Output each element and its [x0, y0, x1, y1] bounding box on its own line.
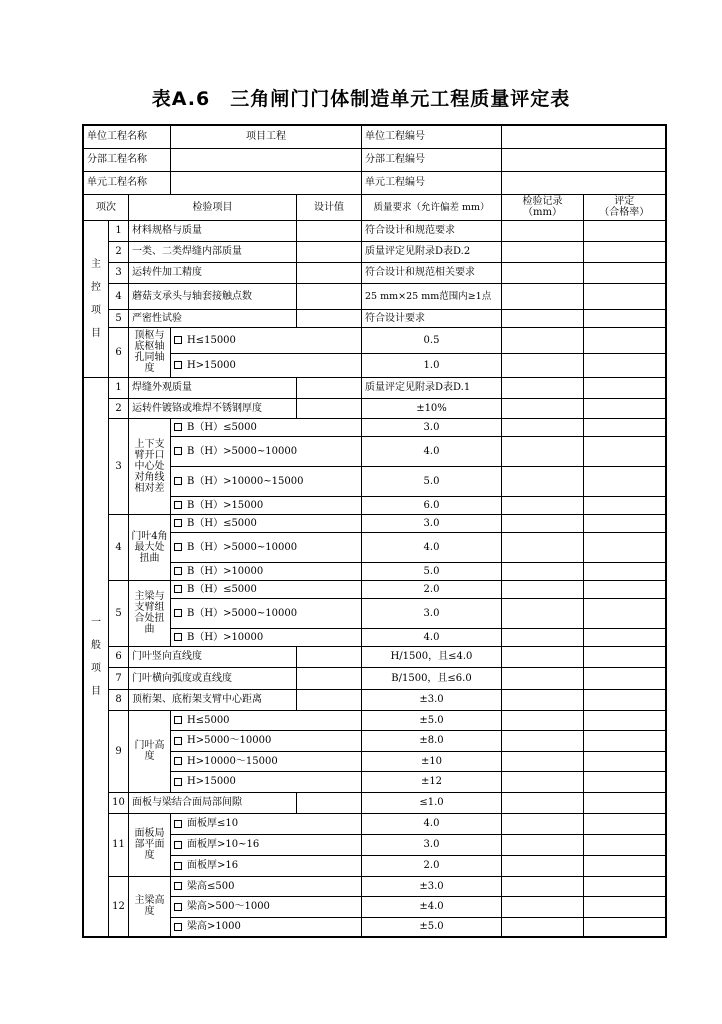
table-row: [83, 667, 666, 689]
info-label: 分部工程名称: [83, 148, 171, 171]
eval-cell[interactable]: [584, 628, 666, 646]
design-cell[interactable]: [297, 398, 362, 418]
item-requirement: ±8.0: [362, 730, 502, 751]
record-cell[interactable]: [502, 309, 584, 327]
table-row: [83, 241, 666, 262]
condition-cell: [171, 466, 362, 496]
eval-cell[interactable]: [584, 689, 666, 710]
item-requirement: ±5.0: [362, 710, 502, 730]
record-cell[interactable]: [502, 220, 584, 241]
condition-cell: [171, 917, 362, 937]
condition-label: B（H）>10000: [187, 565, 264, 577]
checkbox[interactable]: [174, 882, 182, 890]
item-requirement: 2.0: [362, 855, 502, 876]
eval-cell[interactable]: [584, 896, 666, 917]
item-requirement: 3.0: [362, 418, 502, 436]
item-no: 5: [109, 580, 129, 646]
item-requirement: 4.0: [362, 436, 502, 466]
condition-label: B（H）>5000~10000: [187, 541, 298, 553]
eval-cell[interactable]: [584, 436, 666, 466]
condition-label: 面板厚≤10: [187, 818, 239, 829]
checkbox[interactable]: [174, 778, 182, 786]
record-cell[interactable]: [502, 598, 584, 628]
record-cell[interactable]: [502, 646, 584, 667]
record-cell[interactable]: [502, 241, 584, 262]
record-cell[interactable]: [502, 730, 584, 751]
item-no: 8: [109, 689, 129, 710]
record-cell[interactable]: [502, 580, 584, 598]
condition-cell: [171, 855, 362, 876]
record-cell[interactable]: [502, 562, 584, 580]
eval-cell[interactable]: [584, 751, 666, 771]
record-cell[interactable]: [502, 436, 584, 466]
condition-cell: [171, 751, 362, 771]
info-value[interactable]: [171, 171, 362, 194]
design-cell[interactable]: [297, 241, 362, 262]
record-cell[interactable]: [502, 834, 584, 855]
condition-cell: [171, 730, 362, 751]
table-row: [83, 171, 666, 194]
eval-cell[interactable]: [584, 283, 666, 309]
item-requirement: 5.0: [362, 466, 502, 496]
eval-cell[interactable]: [584, 917, 666, 937]
record-cell[interactable]: [502, 327, 584, 353]
item-requirement: H/1500，且≤4.0: [362, 646, 502, 667]
item-name: 面板与梁结合面局部间隙: [129, 792, 297, 813]
table-row: [83, 855, 666, 876]
item-name: 严密性试验: [129, 309, 297, 327]
record-cell[interactable]: [502, 813, 584, 834]
table-row: [83, 689, 666, 710]
header-eval-label: 评定: [614, 196, 635, 207]
table-row: [83, 710, 666, 730]
header-record-unit: （mm）: [523, 207, 562, 218]
eval-cell[interactable]: [584, 834, 666, 855]
design-cell[interactable]: [297, 262, 362, 283]
item-requirement: ±10: [362, 751, 502, 771]
item-no: 2: [109, 398, 129, 418]
condition-cell: [171, 876, 362, 896]
item-name: 上下支臂开口中心处对角线相对差: [129, 418, 171, 514]
condition-cell: [171, 896, 362, 917]
item-requirement: 4.0: [362, 813, 502, 834]
eval-cell[interactable]: [584, 710, 666, 730]
eval-cell[interactable]: [584, 309, 666, 327]
condition-label: H>5000～10000: [187, 735, 272, 746]
eval-cell[interactable]: [584, 418, 666, 436]
item-no: 12: [109, 876, 129, 937]
table-row: [83, 730, 666, 751]
item-no: 1: [109, 220, 129, 241]
condition-cell: [171, 436, 362, 466]
item-name: 顶枢与底枢轴孔同轴度: [129, 327, 171, 377]
item-no: 10: [109, 792, 129, 813]
item-requirement: 4.0: [362, 532, 502, 562]
condition-label: 面板厚>16: [187, 860, 239, 871]
checkbox[interactable]: [174, 737, 182, 745]
design-cell[interactable]: [297, 309, 362, 327]
eval-cell[interactable]: [584, 327, 666, 353]
item-no: 11: [109, 813, 129, 876]
condition-cell: [171, 813, 362, 834]
checkbox[interactable]: [174, 361, 182, 369]
table-row: [83, 436, 666, 466]
item-requirement: 25 mm×25 mm范围内≥1点: [362, 283, 502, 309]
condition-cell: [171, 598, 362, 628]
record-cell[interactable]: [502, 262, 584, 283]
item-name: 主梁与支臂组合处扭曲: [129, 580, 171, 646]
item-requirement: 4.0: [362, 628, 502, 646]
item-name: 门叶竖向直线度: [129, 646, 297, 667]
item-name: 蘑菇支承头与轴套接触点数: [129, 283, 297, 309]
condition-label: B（H）≤5000: [187, 583, 257, 595]
record-cell[interactable]: [502, 896, 584, 917]
item-name: 面板局部平面度: [129, 813, 171, 876]
item-requirement: ±3.0: [362, 876, 502, 896]
checkbox[interactable]: [174, 585, 182, 593]
condition-label: B（H）>10000: [187, 631, 264, 643]
header-eval-unit: （合格率）: [599, 207, 650, 218]
condition-cell: [171, 628, 362, 646]
condition-label: B（H）>15000: [187, 499, 264, 511]
table-row: [83, 327, 666, 353]
item-name: 运转件加工精度: [129, 262, 297, 283]
item-no: 2: [109, 241, 129, 262]
item-name: 材料规格与质量: [129, 220, 297, 241]
condition-cell: [171, 353, 362, 377]
eval-cell[interactable]: [584, 532, 666, 562]
item-name: 门叶高度: [129, 710, 171, 792]
table-row: [83, 418, 666, 436]
record-cell[interactable]: [502, 855, 584, 876]
condition-cell: [171, 496, 362, 514]
checkbox[interactable]: [174, 477, 182, 485]
table-row: [83, 771, 666, 792]
condition-cell: [171, 771, 362, 792]
checkbox[interactable]: [174, 447, 182, 455]
record-cell[interactable]: [502, 667, 584, 689]
record-cell[interactable]: [502, 917, 584, 937]
item-requirement: 5.0: [362, 562, 502, 580]
info-label: 单元工程编号: [362, 171, 502, 194]
condition-label: H≤15000: [187, 334, 236, 346]
item-name: 焊缝外观质量: [129, 377, 297, 398]
group-label-main: 主控项目: [83, 220, 109, 377]
table-row: [83, 466, 666, 496]
record-cell[interactable]: [502, 466, 584, 496]
item-requirement: ±3.0: [362, 689, 502, 710]
info-value[interactable]: [502, 125, 666, 148]
checkbox[interactable]: [174, 757, 182, 765]
table-row: [83, 496, 666, 514]
item-name: 门叶横向弧度或直线度: [129, 667, 297, 689]
table-row: [83, 896, 666, 917]
eval-cell[interactable]: [584, 667, 666, 689]
header-item: 检验项目: [129, 194, 297, 220]
table-row: [83, 353, 666, 377]
eval-cell[interactable]: [584, 855, 666, 876]
item-name: 主梁高度: [129, 876, 171, 937]
record-cell[interactable]: [502, 353, 584, 377]
info-label: 单位工程编号: [362, 125, 502, 148]
page-title: 表A.6 三角闸门门体制造单元工程质量评定表: [151, 88, 571, 110]
header-eval: [584, 194, 666, 220]
table-row: [83, 580, 666, 598]
table-row: [83, 514, 666, 532]
eval-cell[interactable]: [584, 496, 666, 514]
condition-label: 梁高>500～1000: [187, 901, 270, 912]
info-value[interactable]: 项目工程: [171, 125, 362, 148]
condition-cell: [171, 834, 362, 855]
checkbox[interactable]: [174, 609, 182, 617]
table-row: [83, 194, 666, 220]
eval-cell[interactable]: [584, 562, 666, 580]
table-row: [83, 834, 666, 855]
item-requirement: ≤1.0: [362, 792, 502, 813]
eval-cell[interactable]: [584, 598, 666, 628]
eval-cell[interactable]: [584, 398, 666, 418]
table-row: [83, 598, 666, 628]
eval-cell[interactable]: [584, 514, 666, 532]
record-cell[interactable]: [502, 283, 584, 309]
item-requirement: 3.0: [362, 598, 502, 628]
table-row: [83, 628, 666, 646]
record-cell[interactable]: [502, 514, 584, 532]
condition-label: 面板厚>10~16: [187, 839, 260, 850]
item-requirement: 3.0: [362, 514, 502, 532]
record-cell[interactable]: [502, 792, 584, 813]
table-row: [83, 220, 666, 241]
table-row: [83, 646, 666, 667]
item-requirement: 质量评定见附录D表D.1: [362, 377, 502, 398]
item-requirement: 0.5: [362, 327, 502, 353]
design-cell[interactable]: [297, 792, 362, 813]
checkbox[interactable]: [174, 633, 182, 641]
header-requirement: 质量要求（允许偏差 mm）: [362, 194, 502, 220]
eval-cell[interactable]: [584, 580, 666, 598]
checkbox[interactable]: [174, 501, 182, 509]
item-no: 4: [109, 514, 129, 580]
table-row: [83, 876, 666, 896]
eval-cell[interactable]: [584, 466, 666, 496]
table-row: [83, 398, 666, 418]
item-requirement: 符合设计要求: [362, 309, 502, 327]
condition-cell: [171, 710, 362, 730]
item-no: 7: [109, 667, 129, 689]
record-cell[interactable]: [502, 751, 584, 771]
table-row: [83, 283, 666, 309]
condition-label: 梁高>1000: [187, 921, 241, 933]
item-requirement: 符合设计和规范相关要求: [362, 262, 502, 283]
checkbox[interactable]: [174, 519, 182, 527]
item-requirement: 2.0: [362, 580, 502, 598]
item-name: 顶桁架、底桁架支臂中心距离: [129, 689, 297, 710]
item-no: 9: [109, 710, 129, 792]
item-name: 运转件镀铬或堆焊不锈钢厚度: [129, 398, 297, 418]
checkbox[interactable]: [174, 841, 182, 849]
eval-cell[interactable]: [584, 646, 666, 667]
info-value[interactable]: [171, 148, 362, 171]
table-row: [83, 562, 666, 580]
item-requirement: ±12: [362, 771, 502, 792]
header-record-label: 检验记录: [522, 196, 563, 207]
design-cell[interactable]: [297, 689, 362, 710]
item-no: 4: [109, 283, 129, 309]
table-row: [83, 148, 666, 171]
condition-label: B（H）≤5000: [187, 421, 257, 433]
info-label: 分部工程编号: [362, 148, 502, 171]
quality-evaluation-table: [82, 124, 667, 938]
table-row: [83, 309, 666, 327]
item-name: 一类、二类焊缝内部质量: [129, 241, 297, 262]
condition-cell: [171, 580, 362, 598]
eval-cell[interactable]: [584, 771, 666, 792]
eval-cell[interactable]: [584, 730, 666, 751]
item-no: 3: [109, 262, 129, 283]
eval-cell[interactable]: [584, 241, 666, 262]
design-cell[interactable]: [297, 377, 362, 398]
item-no: 5: [109, 309, 129, 327]
checkbox[interactable]: [174, 336, 182, 344]
eval-cell[interactable]: [584, 353, 666, 377]
item-requirement: 质量评定见附录D表D.2: [362, 241, 502, 262]
checkbox[interactable]: [174, 820, 182, 828]
eval-cell[interactable]: [584, 876, 666, 896]
eval-cell[interactable]: [584, 262, 666, 283]
group-label-general: 一般项目: [83, 377, 109, 937]
design-cell[interactable]: [297, 220, 362, 241]
condition-cell: [171, 514, 362, 532]
item-requirement: B/1500，且≤6.0: [362, 667, 502, 689]
item-name: 门叶4角最大处扭曲: [129, 514, 171, 580]
table-row: [83, 262, 666, 283]
item-no: 6: [109, 646, 129, 667]
record-cell[interactable]: [502, 628, 584, 646]
item-requirement: 1.0: [362, 353, 502, 377]
info-value[interactable]: [502, 148, 666, 171]
condition-label: B（H）>5000~10000: [187, 607, 298, 619]
header-design: 设计值: [297, 194, 362, 220]
eval-cell[interactable]: [584, 377, 666, 398]
condition-cell: [171, 418, 362, 436]
condition-label: B（H）≤5000: [187, 517, 257, 529]
checkbox[interactable]: [174, 423, 182, 431]
checkbox[interactable]: [174, 716, 182, 724]
eval-cell[interactable]: [584, 220, 666, 241]
design-cell[interactable]: [297, 283, 362, 309]
record-cell[interactable]: [502, 771, 584, 792]
condition-cell: [171, 562, 362, 580]
item-requirement: 3.0: [362, 834, 502, 855]
item-requirement: ±5.0: [362, 917, 502, 937]
table-row: [83, 813, 666, 834]
condition-cell: [171, 532, 362, 562]
condition-label: H>15000: [187, 359, 236, 371]
table-row: [83, 125, 666, 148]
table-row: [83, 792, 666, 813]
item-no: 3: [109, 418, 129, 514]
info-label: 单元工程名称: [83, 171, 171, 194]
record-cell[interactable]: [502, 710, 584, 730]
condition-cell: [171, 327, 362, 353]
table-row: [83, 917, 666, 937]
item-no: 6: [109, 327, 129, 377]
eval-cell[interactable]: [584, 792, 666, 813]
checkbox[interactable]: [174, 567, 182, 575]
item-requirement: 6.0: [362, 496, 502, 514]
condition-label: H≤5000: [187, 714, 230, 726]
design-cell[interactable]: [297, 667, 362, 689]
checkbox[interactable]: [174, 543, 182, 551]
record-cell[interactable]: [502, 377, 584, 398]
record-cell[interactable]: [502, 876, 584, 896]
item-requirement: ±10%: [362, 398, 502, 418]
checkbox[interactable]: [174, 903, 182, 911]
condition-label: B（H）>10000~15000: [187, 475, 304, 487]
header-record: [502, 194, 584, 220]
record-cell[interactable]: [502, 398, 584, 418]
condition-label: H>10000～15000: [187, 755, 278, 767]
condition-label: H>15000: [187, 776, 236, 787]
info-value[interactable]: [502, 171, 666, 194]
record-cell[interactable]: [502, 418, 584, 436]
table-row: [83, 377, 666, 398]
condition-label: B（H）>5000~10000: [187, 445, 298, 457]
item-requirement: 符合设计和规范要求: [362, 220, 502, 241]
table-row: [83, 751, 666, 771]
table-row: [83, 532, 666, 562]
checkbox[interactable]: [174, 923, 182, 931]
record-cell[interactable]: [502, 689, 584, 710]
record-cell[interactable]: [502, 532, 584, 562]
record-cell[interactable]: [502, 496, 584, 514]
item-no: 1: [109, 377, 129, 398]
checkbox[interactable]: [174, 862, 182, 870]
condition-label: 梁高≤500: [187, 880, 235, 892]
item-requirement: ±4.0: [362, 896, 502, 917]
info-label: 单位工程名称: [83, 125, 171, 148]
design-cell[interactable]: [297, 646, 362, 667]
eval-cell[interactable]: [584, 813, 666, 834]
header-no: 项次: [83, 194, 129, 220]
